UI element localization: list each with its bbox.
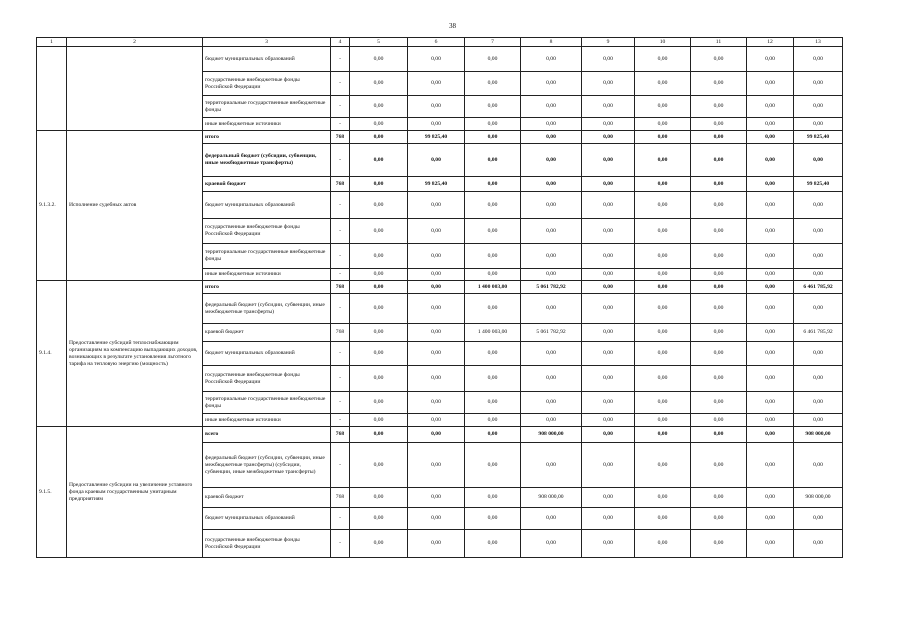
amount-cell: 0,00 — [635, 269, 691, 281]
amount-cell: 0,00 — [582, 488, 635, 508]
amount-cell: 0,00 — [582, 366, 635, 392]
amount-cell: 0,00 — [521, 118, 582, 131]
item-code — [37, 47, 67, 131]
item-code: 9.1.3.2. — [37, 131, 67, 281]
amount-cell: 908 000,00 — [794, 488, 843, 508]
amount-cell: 908 000,00 — [794, 427, 843, 443]
amount-cell: 0,00 — [635, 244, 691, 269]
amount-cell: 0,00 — [691, 488, 747, 508]
amount-cell: 0,00 — [747, 530, 794, 558]
column-4-cell: - — [331, 508, 350, 530]
item-name: Предоставление субсидии на увеличение уставного фонда краевым государственным унитарным предприятиям — [67, 427, 203, 558]
amount-cell: 0,00 — [521, 366, 582, 392]
amount-cell: 0,00 — [465, 427, 521, 443]
column-header: 13 — [794, 38, 843, 47]
amount-cell: 0,00 — [582, 192, 635, 219]
column-4-cell: 768 — [331, 427, 350, 443]
funding-source: итого — [203, 281, 331, 294]
amount-cell: 0,00 — [521, 269, 582, 281]
amount-cell: 0,00 — [521, 72, 582, 96]
amount-cell: 0,00 — [691, 192, 747, 219]
amount-cell: 0,00 — [691, 219, 747, 244]
funding-source: федеральный бюджет (субсидии, субвенции, иные межбюджетные трансферты) (субсидии, субвенции, иные межбюджетные трансферты) — [203, 443, 331, 488]
amount-cell: 0,00 — [350, 118, 408, 131]
column-4-cell: - — [331, 244, 350, 269]
amount-cell: 0,00 — [465, 530, 521, 558]
funding-source: федеральный бюджет (субсидии, субвенции, иные межбюджетные трансферты) — [203, 294, 331, 324]
amount-cell: 0,00 — [747, 177, 794, 192]
column-4-cell: - — [331, 366, 350, 392]
amount-cell: 0,00 — [350, 177, 408, 192]
funding-source: государственные внебюджетные фонды Российской Федерации — [203, 219, 331, 244]
item-code: 9.1.5. — [37, 427, 67, 558]
amount-cell: 0,00 — [747, 294, 794, 324]
amount-cell: 0,00 — [582, 530, 635, 558]
amount-cell: 0,00 — [691, 144, 747, 177]
column-4-cell: - — [331, 342, 350, 366]
column-header: 5 — [350, 38, 408, 47]
amount-cell: 0,00 — [465, 219, 521, 244]
amount-cell: 0,00 — [408, 281, 465, 294]
funding-source: иные внебюджетные источники — [203, 118, 331, 131]
amount-cell: 0,00 — [794, 219, 843, 244]
amount-cell: 0,00 — [691, 269, 747, 281]
column-header: 6 — [408, 38, 465, 47]
table-row — [37, 131, 843, 144]
amount-cell: 0,00 — [794, 366, 843, 392]
amount-cell: 0,00 — [521, 131, 582, 144]
amount-cell: 0,00 — [408, 443, 465, 488]
amount-cell: 0,00 — [691, 392, 747, 414]
column-4-cell: - — [331, 192, 350, 219]
item-name: Предоставление субсидий теплоснабжающим организациям на компенсацию выпадающих доходов, возникающих в результате установления льготного тарифа на тепловую энергию (мощность) — [67, 281, 203, 427]
amount-cell: 0,00 — [635, 366, 691, 392]
amount-cell: 0,00 — [582, 324, 635, 342]
amount-cell: 0,00 — [794, 530, 843, 558]
amount-cell: 908 000,00 — [521, 488, 582, 508]
amount-cell: 0,00 — [691, 281, 747, 294]
funding-source: бюджет муниципальных образований — [203, 508, 331, 530]
amount-cell: 0,00 — [465, 131, 521, 144]
amount-cell: 99 825,40 — [408, 177, 465, 192]
amount-cell: 0,00 — [691, 131, 747, 144]
amount-cell: 0,00 — [635, 530, 691, 558]
amount-cell: 0,00 — [582, 508, 635, 530]
column-4-cell: - — [331, 294, 350, 324]
funding-source: государственные внебюджетные фонды Российской Федерации — [203, 366, 331, 392]
amount-cell: 0,00 — [747, 72, 794, 96]
column-4-cell: - — [331, 118, 350, 131]
funding-source: всего — [203, 427, 331, 443]
amount-cell: 0,00 — [521, 192, 582, 219]
amount-cell: 0,00 — [747, 269, 794, 281]
column-header: 10 — [635, 38, 691, 47]
page-number: 38 — [449, 22, 456, 30]
column-header: 11 — [691, 38, 747, 47]
column-4-cell: - — [331, 530, 350, 558]
item-name: Исполнение судебных актов — [67, 131, 203, 281]
amount-cell: 0,00 — [408, 47, 465, 72]
amount-cell: 0,00 — [747, 342, 794, 366]
amount-cell: 0,00 — [582, 177, 635, 192]
amount-cell: 0,00 — [747, 508, 794, 530]
funding-source: бюджет муниципальных образований — [203, 192, 331, 219]
amount-cell: 0,00 — [465, 294, 521, 324]
amount-cell: 0,00 — [408, 192, 465, 219]
column-4-cell: 768 — [331, 177, 350, 192]
funding-source: иные внебюджетные источники — [203, 269, 331, 281]
funding-source: итого — [203, 131, 331, 144]
amount-cell: 0,00 — [521, 508, 582, 530]
amount-cell: 0,00 — [408, 366, 465, 392]
amount-cell: 0,00 — [691, 118, 747, 131]
amount-cell: 0,00 — [635, 131, 691, 144]
amount-cell: 0,00 — [794, 508, 843, 530]
amount-cell: 0,00 — [408, 294, 465, 324]
amount-cell: 5 061 782,92 — [521, 281, 582, 294]
amount-cell: 0,00 — [582, 414, 635, 427]
amount-cell: 0,00 — [521, 177, 582, 192]
amount-cell: 0,00 — [635, 281, 691, 294]
amount-cell: 0,00 — [408, 219, 465, 244]
amount-cell: 0,00 — [635, 443, 691, 488]
amount-cell: 0,00 — [350, 488, 408, 508]
table-body — [37, 47, 843, 558]
column-number-row — [37, 38, 843, 47]
amount-cell: 0,00 — [691, 47, 747, 72]
amount-cell: 0,00 — [635, 144, 691, 177]
amount-cell: 0,00 — [635, 342, 691, 366]
funding-source: краевой бюджет — [203, 324, 331, 342]
amount-cell: 0,00 — [350, 508, 408, 530]
amount-cell: 0,00 — [582, 269, 635, 281]
amount-cell: 0,00 — [521, 443, 582, 488]
amount-cell: 0,00 — [350, 244, 408, 269]
column-4-cell: 768 — [331, 488, 350, 508]
amount-cell: 0,00 — [794, 118, 843, 131]
amount-cell: 0,00 — [691, 72, 747, 96]
item-code: 9.1.4. — [37, 281, 67, 427]
amount-cell: 0,00 — [691, 244, 747, 269]
amount-cell: 0,00 — [582, 131, 635, 144]
amount-cell: 99 825,40 — [408, 131, 465, 144]
amount-cell: 0,00 — [408, 342, 465, 366]
amount-cell: 0,00 — [408, 244, 465, 269]
amount-cell: 6 461 785,92 — [794, 324, 843, 342]
amount-cell: 0,00 — [465, 366, 521, 392]
amount-cell: 0,00 — [465, 177, 521, 192]
amount-cell: 0,00 — [350, 427, 408, 443]
amount-cell: 0,00 — [350, 96, 408, 118]
column-4-cell: - — [331, 144, 350, 177]
amount-cell: 0,00 — [747, 118, 794, 131]
table-row — [37, 427, 843, 443]
amount-cell: 0,00 — [794, 414, 843, 427]
amount-cell: 0,00 — [747, 443, 794, 488]
amount-cell: 0,00 — [521, 294, 582, 324]
amount-cell: 0,00 — [691, 96, 747, 118]
amount-cell: 0,00 — [794, 144, 843, 177]
amount-cell: 0,00 — [350, 530, 408, 558]
column-header: 12 — [747, 38, 794, 47]
amount-cell: 908 000,00 — [521, 427, 582, 443]
amount-cell: 0,00 — [794, 72, 843, 96]
amount-cell: 99 825,40 — [794, 177, 843, 192]
column-header: 8 — [521, 38, 582, 47]
amount-cell: 0,00 — [521, 47, 582, 72]
funding-source: иные внебюджетные источники — [203, 414, 331, 427]
amount-cell: 0,00 — [794, 96, 843, 118]
amount-cell: 0,00 — [635, 488, 691, 508]
column-header: 2 — [67, 38, 203, 47]
funding-source: федеральный бюджет (субсидии, субвенции, иные межбюджетные трансферты) — [203, 144, 331, 177]
amount-cell: 0,00 — [465, 392, 521, 414]
amount-cell: 0,00 — [635, 192, 691, 219]
amount-cell: 0,00 — [747, 324, 794, 342]
amount-cell: 0,00 — [635, 324, 691, 342]
amount-cell: 0,00 — [582, 144, 635, 177]
table-row — [37, 47, 843, 72]
column-4-cell: 768 — [331, 131, 350, 144]
funding-source: краевой бюджет — [203, 177, 331, 192]
amount-cell: 0,00 — [408, 392, 465, 414]
amount-cell: 0,00 — [521, 144, 582, 177]
amount-cell: 0,00 — [691, 414, 747, 427]
amount-cell: 0,00 — [350, 342, 408, 366]
column-4-cell: - — [331, 443, 350, 488]
amount-cell: 0,00 — [408, 269, 465, 281]
funding-source: краевой бюджет — [203, 488, 331, 508]
amount-cell: 0,00 — [521, 342, 582, 366]
funding-source: бюджет муниципальных образований — [203, 47, 331, 72]
amount-cell: 0,00 — [794, 392, 843, 414]
column-4-cell: - — [331, 219, 350, 244]
amount-cell: 0,00 — [747, 47, 794, 72]
amount-cell: 0,00 — [794, 294, 843, 324]
amount-cell: 0,00 — [747, 219, 794, 244]
amount-cell: 0,00 — [350, 72, 408, 96]
amount-cell: 0,00 — [465, 192, 521, 219]
amount-cell: 0,00 — [408, 72, 465, 96]
amount-cell: 0,00 — [350, 294, 408, 324]
amount-cell: 0,00 — [408, 324, 465, 342]
funding-source: территориальные государственные внебюджетные фонды — [203, 96, 331, 118]
amount-cell: 0,00 — [521, 392, 582, 414]
funding-source: территориальные государственные внебюджетные фонды — [203, 244, 331, 269]
column-header: 4 — [331, 38, 350, 47]
amount-cell: 0,00 — [747, 192, 794, 219]
amount-cell: 0,00 — [350, 392, 408, 414]
amount-cell: 0,00 — [635, 47, 691, 72]
amount-cell: 0,00 — [582, 219, 635, 244]
amount-cell: 0,00 — [521, 414, 582, 427]
amount-cell: 0,00 — [350, 366, 408, 392]
budget-table — [36, 37, 843, 558]
amount-cell: 0,00 — [350, 281, 408, 294]
amount-cell: 0,00 — [635, 219, 691, 244]
amount-cell: 0,00 — [408, 144, 465, 177]
amount-cell: 0,00 — [691, 508, 747, 530]
column-4-cell: 768 — [331, 324, 350, 342]
amount-cell: 0,00 — [747, 392, 794, 414]
amount-cell: 0,00 — [408, 508, 465, 530]
amount-cell: 0,00 — [691, 324, 747, 342]
amount-cell: 0,00 — [521, 530, 582, 558]
amount-cell: 0,00 — [747, 131, 794, 144]
amount-cell: 0,00 — [635, 427, 691, 443]
amount-cell: 0,00 — [465, 508, 521, 530]
amount-cell: 0,00 — [408, 96, 465, 118]
amount-cell: 0,00 — [465, 414, 521, 427]
amount-cell: 0,00 — [408, 118, 465, 131]
amount-cell: 0,00 — [747, 244, 794, 269]
amount-cell: 0,00 — [747, 488, 794, 508]
amount-cell: 0,00 — [747, 414, 794, 427]
amount-cell: 5 061 782,92 — [521, 324, 582, 342]
amount-cell: 0,00 — [794, 342, 843, 366]
amount-cell: 0,00 — [691, 443, 747, 488]
amount-cell: 0,00 — [635, 72, 691, 96]
amount-cell: 0,00 — [635, 294, 691, 324]
amount-cell: 0,00 — [747, 144, 794, 177]
amount-cell: 0,00 — [408, 414, 465, 427]
amount-cell: 0,00 — [521, 96, 582, 118]
amount-cell: 0,00 — [465, 443, 521, 488]
amount-cell: 0,00 — [635, 508, 691, 530]
column-header: 9 — [582, 38, 635, 47]
column-header: 7 — [465, 38, 521, 47]
amount-cell: 1 400 003,00 — [465, 281, 521, 294]
amount-cell: 0,00 — [350, 269, 408, 281]
amount-cell: 1 400 003,00 — [465, 324, 521, 342]
amount-cell: 0,00 — [635, 177, 691, 192]
amount-cell: 0,00 — [582, 244, 635, 269]
column-4-cell: - — [331, 392, 350, 414]
amount-cell: 0,00 — [350, 414, 408, 427]
amount-cell: 0,00 — [350, 219, 408, 244]
amount-cell: 0,00 — [635, 414, 691, 427]
amount-cell: 0,00 — [794, 192, 843, 219]
column-4-cell: 768 — [331, 281, 350, 294]
amount-cell: 0,00 — [691, 294, 747, 324]
amount-cell: 0,00 — [408, 530, 465, 558]
amount-cell: 0,00 — [794, 443, 843, 488]
amount-cell: 0,00 — [465, 269, 521, 281]
amount-cell: 0,00 — [350, 324, 408, 342]
table-row — [37, 281, 843, 294]
amount-cell: 6 461 785,92 — [794, 281, 843, 294]
amount-cell: 0,00 — [465, 488, 521, 508]
amount-cell: 0,00 — [465, 118, 521, 131]
amount-cell: 0,00 — [691, 177, 747, 192]
amount-cell: 0,00 — [582, 427, 635, 443]
amount-cell: 0,00 — [582, 342, 635, 366]
amount-cell: 0,00 — [794, 47, 843, 72]
amount-cell: 0,00 — [794, 269, 843, 281]
amount-cell: 0,00 — [408, 427, 465, 443]
amount-cell: 0,00 — [465, 144, 521, 177]
amount-cell: 99 825,40 — [794, 131, 843, 144]
amount-cell: 0,00 — [747, 281, 794, 294]
column-4-cell: - — [331, 47, 350, 72]
amount-cell: 0,00 — [582, 118, 635, 131]
amount-cell: 0,00 — [408, 488, 465, 508]
amount-cell: 0,00 — [465, 342, 521, 366]
amount-cell: 0,00 — [582, 47, 635, 72]
funding-source: территориальные государственные внебюджетные фонды — [203, 392, 331, 414]
column-4-cell: - — [331, 269, 350, 281]
funding-source: государственные внебюджетные фонды Российской Федерации — [203, 530, 331, 558]
column-4-cell: - — [331, 96, 350, 118]
amount-cell: 0,00 — [691, 342, 747, 366]
amount-cell: 0,00 — [691, 427, 747, 443]
amount-cell: 0,00 — [747, 96, 794, 118]
amount-cell: 0,00 — [465, 72, 521, 96]
column-4-cell: - — [331, 72, 350, 96]
amount-cell: 0,00 — [350, 47, 408, 72]
funding-source: бюджет муниципальных образований — [203, 342, 331, 366]
column-header: 3 — [203, 38, 331, 47]
funding-source: государственные внебюджетные фонды Российской Федерации — [203, 72, 331, 96]
amount-cell: 0,00 — [465, 96, 521, 118]
amount-cell: 0,00 — [794, 244, 843, 269]
amount-cell: 0,00 — [465, 244, 521, 269]
amount-cell: 0,00 — [582, 72, 635, 96]
amount-cell: 0,00 — [691, 366, 747, 392]
amount-cell: 0,00 — [635, 392, 691, 414]
amount-cell: 0,00 — [350, 144, 408, 177]
amount-cell: 0,00 — [635, 118, 691, 131]
amount-cell: 0,00 — [582, 443, 635, 488]
column-header: 1 — [37, 38, 67, 47]
amount-cell: 0,00 — [465, 47, 521, 72]
amount-cell: 0,00 — [582, 281, 635, 294]
amount-cell: 0,00 — [635, 96, 691, 118]
amount-cell: 0,00 — [521, 244, 582, 269]
amount-cell: 0,00 — [350, 443, 408, 488]
amount-cell: 0,00 — [582, 294, 635, 324]
amount-cell: 0,00 — [521, 219, 582, 244]
amount-cell: 0,00 — [350, 131, 408, 144]
item-name — [67, 47, 203, 131]
column-4-cell: - — [331, 414, 350, 427]
amount-cell: 0,00 — [582, 96, 635, 118]
amount-cell: 0,00 — [691, 530, 747, 558]
amount-cell: 0,00 — [747, 427, 794, 443]
amount-cell: 0,00 — [582, 392, 635, 414]
amount-cell: 0,00 — [350, 192, 408, 219]
amount-cell: 0,00 — [747, 366, 794, 392]
